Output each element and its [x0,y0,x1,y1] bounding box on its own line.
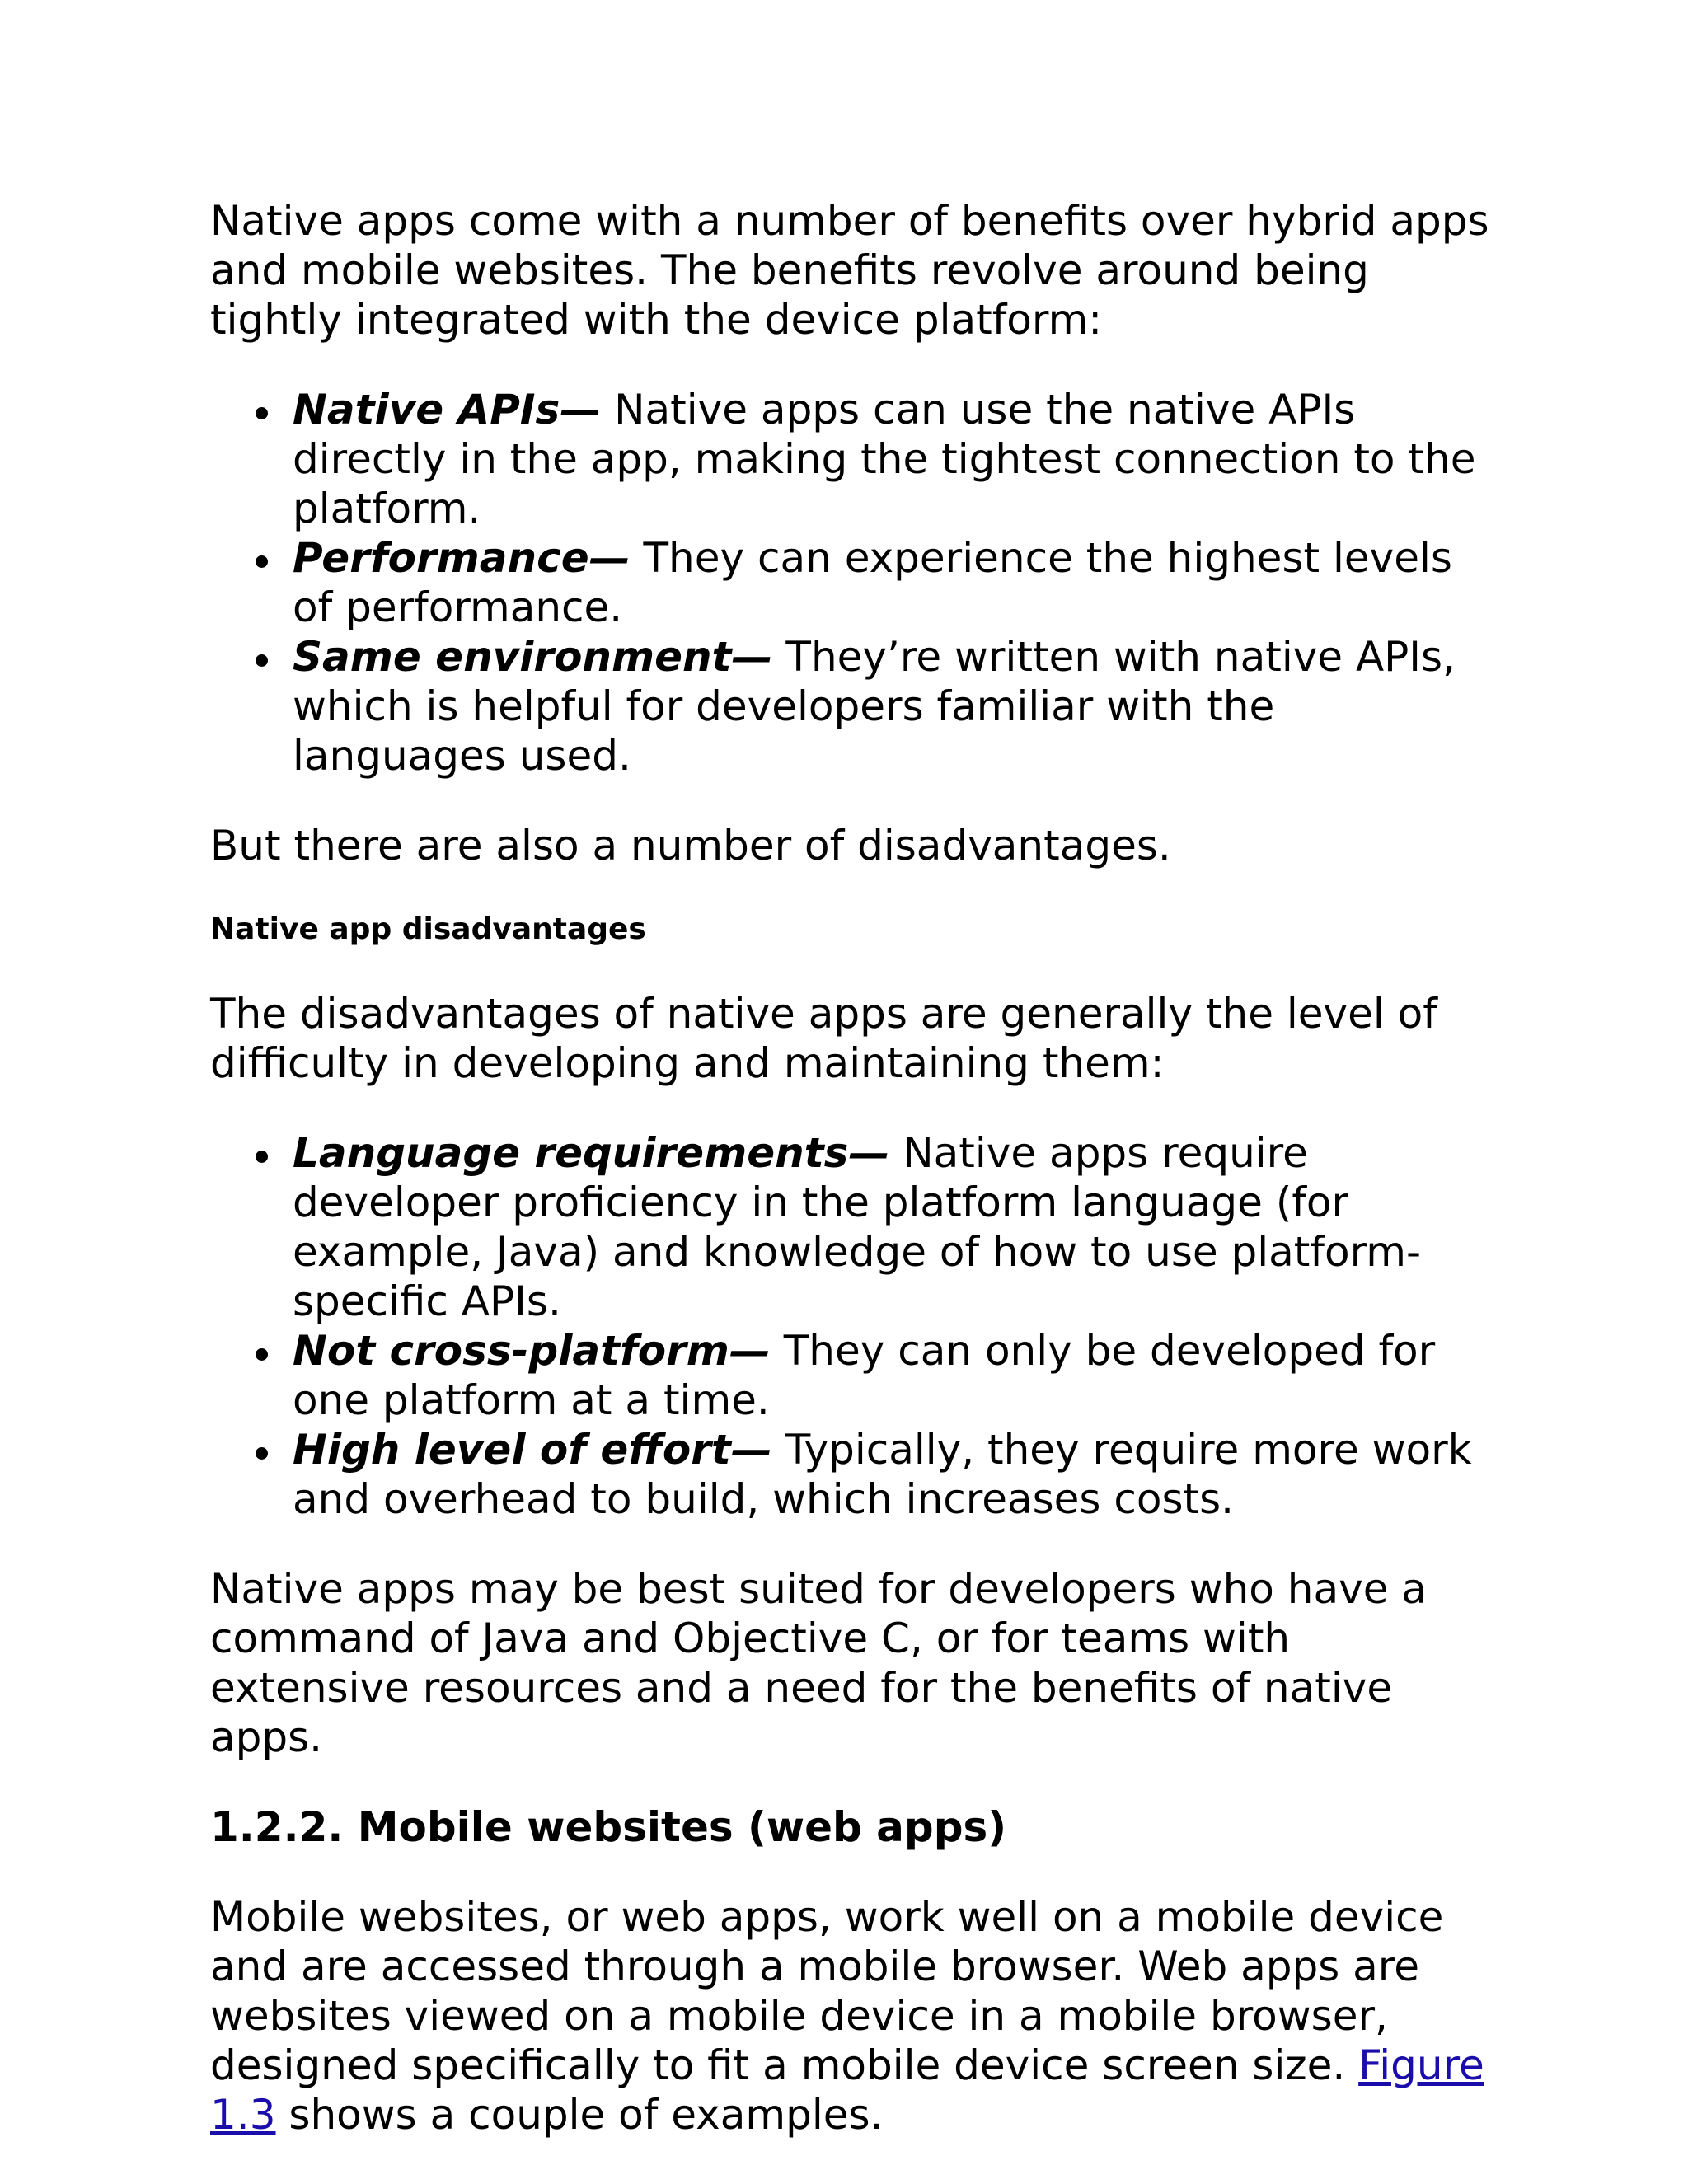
list-item [210,385,1496,533]
list-item [210,632,1496,780]
list-item-term: Native APIs— [293,386,602,434]
list-item-text: Typically, they require more work and overhead to build, which increases costs. [293,1426,1472,1523]
section-heading: 1.2.2. Mobile websites (web apps) [210,1803,1007,1851]
bullet-icon [256,1447,268,1460]
list-item-term: High level of effort— [293,1426,772,1474]
bullet-icon [256,555,268,568]
list-item-term: Performance— [293,534,631,582]
disadvantages-list [210,1128,1496,1524]
section-text-after: shows a couple of examples. [275,2091,884,2139]
list-item-text: Native apps require developer proficiency in the platform language (for example, Java) and knowledge of how to use platform-specific APIs. [293,1129,1422,1325]
list-item [210,1326,1496,1425]
list-item [210,533,1496,632]
section-text-before: Mobile websites, or web apps, work well on a mobile device and are accessed through a mobile browser. Web apps are websites viewed on a mobile device in a mobile browser, designed specifically to fit a mobile device screen size. [210,1893,1444,2089]
section-paragraph [210,1892,1496,2139]
figure-link[interactable]: Figure 1.3 [210,2041,1484,2139]
transition-paragraph: But there are also a number of disadvantages. [210,822,1171,869]
list-item-text: Native apps can use the native APIs directly in the app, making the tightest connection to the platform. [293,386,1476,532]
list-item-term: Not cross-platform— [293,1327,771,1375]
list-item-text: They can experience the highest levels of performance. [293,534,1452,631]
bullet-icon [256,654,268,667]
list-item [210,1128,1496,1326]
bullet-icon [256,407,268,419]
bullet-icon [256,1151,268,1163]
subheading-native-app-disadvantages: Native app disadvantages [210,912,646,946]
list-item-term: Language requirements— [293,1129,890,1177]
bullet-icon [256,1348,268,1361]
benefits-list [210,385,1496,780]
conclusion-paragraph: Native apps may be best suited for developers who have a command of Java and Objective C, or for teams with extensive resources and a need for the benefits of native apps. [210,1565,1428,1761]
list-item-text: They can only be developed for one platform at a time. [293,1327,1436,1424]
intro-paragraph: Native apps come with a number of benefits over hybrid apps and mobile websites. The benefits revolve around being tightly integrated with the device platform: [210,197,1489,344]
list-item-text: They’re written with native APIs, which is helpful for developers familiar with the languages used. [293,633,1456,780]
list-item [210,1425,1496,1524]
disadvantages-intro-paragraph: The disadvantages of native apps are generally the level of difficulty in developing and maintaining them: [210,990,1437,1087]
document-page [210,196,1496,2139]
list-item-term: Same environment— [293,633,773,681]
